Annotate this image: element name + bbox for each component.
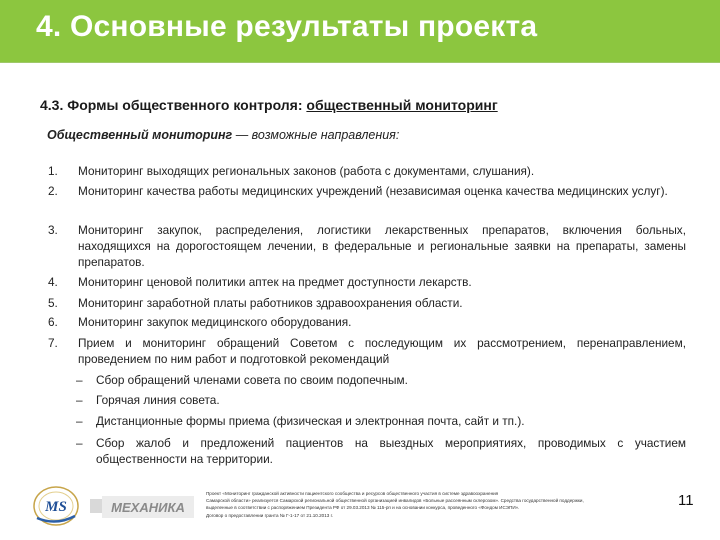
list-item-text: Мониторинг ценовой политики аптек на предмет доступности лекарств. — [78, 275, 472, 289]
directions-rest: — возможные направления: — [232, 128, 400, 142]
sub-list-dash: – — [76, 373, 83, 387]
sub-list-text: Дистанционные формы приема (физическая и электронная почта, сайт и тп.). — [96, 414, 525, 428]
sub-list-text: Сбор обращений членами совета по своим подопечным. — [96, 373, 408, 387]
mechanics-logo — [90, 494, 194, 520]
sub-list-dash: – — [76, 414, 83, 428]
subtitle-prefix: 4.3. Формы общественного контроля: — [40, 97, 307, 113]
list-item-text: Мониторинг заработной платы работников здравоохранения области. — [78, 296, 463, 310]
sub-list-text: Горячая линия совета. — [96, 393, 220, 407]
page-title: 4. Основные результаты проекта — [36, 10, 538, 43]
footer-line: Самарской области» реализуется Самарской региональной общественной организацией инвалидов «Больные рассеянным склерозом». Средства государственной поддержки, — [206, 498, 584, 504]
mechanics-logo-text: МЕХАНИКА — [111, 500, 185, 515]
list-item-number: 1. — [48, 164, 58, 178]
sub-list-dash: – — [76, 436, 83, 450]
list-item-text: Мониторинг закупок медицинского оборудования. — [78, 315, 352, 329]
list-item-number: 6. — [48, 315, 58, 329]
ms-logo — [32, 484, 80, 528]
list-item-number: 7. — [48, 336, 58, 350]
sub-list-text: Сбор жалоб и предложений пациентов на выездных мероприятиях, проводимых с участием общественности на территории. — [96, 436, 686, 466]
header-bar — [0, 0, 720, 62]
directions-bold: Общественный мониторинг — [47, 128, 233, 142]
list-item-text: Мониторинг качества работы медицинских учреждений (независимая оценка качества медицинских услуг). — [78, 184, 668, 198]
list-item-number: 5. — [48, 296, 58, 310]
footer-line: выделенные в соответствии с распоряжением Президента РФ от 29.03.2013 № 115-рп и на основании конкурса, проведенного «Фондом ИСЭПИ». — [206, 505, 520, 511]
header-divider — [0, 62, 720, 63]
sub-list-dash: – — [76, 393, 83, 407]
list-item-text: Мониторинг закупок, распределения, логистики лекарственных препаратов, включения больных, находящихся на дорогостоящем лечении, в федеральные и региональные заявки на препараты, замены препаратов. — [78, 223, 686, 269]
ms-logo-text: MS — [45, 499, 67, 515]
section-subtitle — [40, 97, 498, 113]
footer-note — [206, 490, 652, 519]
directions-heading — [47, 128, 399, 142]
list-item-text: Мониторинг выходящих региональных законов (работа с документами, слушания). — [78, 164, 535, 178]
list-item-number: 4. — [48, 275, 58, 289]
list-item-text: Прием и мониторинг обращений Советом с последующим их рассмотрением, перенаправлением, проведением по ним работ и подготовкой рекомендаций — [78, 336, 686, 366]
page-number: 11 — [678, 492, 694, 509]
footer-line: Проект «Мониторинг гражданской активности пациентского сообщества и ресурсов общественного участия в системе здравоохранения — [206, 491, 499, 496]
list-item-number: 2. — [48, 184, 58, 198]
list-item-number: 3. — [48, 223, 58, 237]
subtitle-underlined: общественный мониторинг — [306, 97, 498, 113]
footer-line: Договор о предоставлении гранта № Г-1-17 от 21.10.2013 г. — [206, 512, 333, 518]
